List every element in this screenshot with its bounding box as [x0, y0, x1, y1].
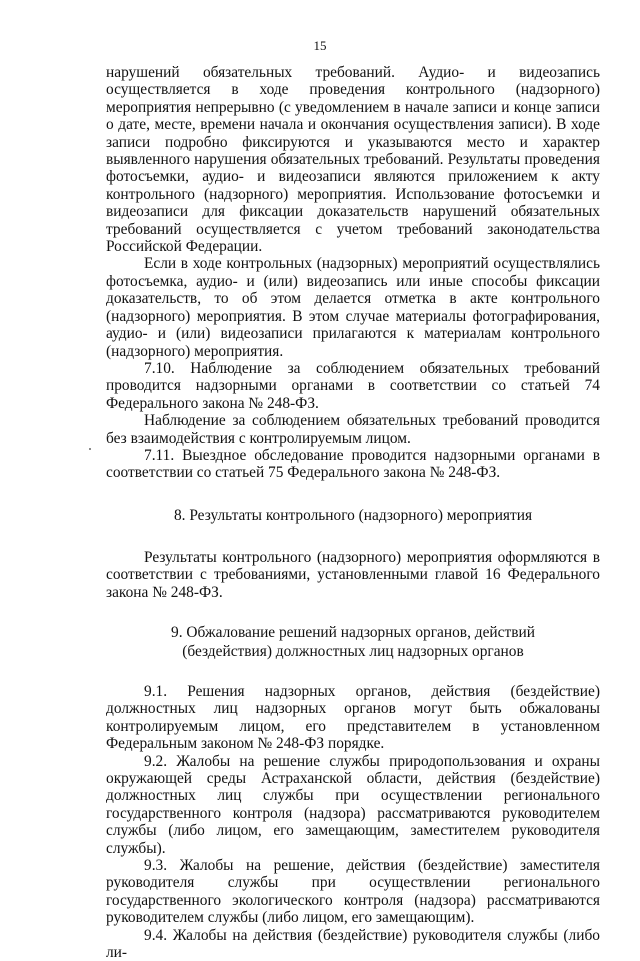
paragraph-7-11: 7.11. Выездное обследование проводится надзорными органами в соответствии со статьей 75 Федерального закона № 248-ФЗ.	[106, 446, 600, 482]
paragraph-7-10: 7.10. Наблюдение за соблюдением обязательных требований проводится надзорными органами в соответствии со статьей 74 Федерального закона № 248-ФЗ.	[106, 359, 600, 412]
section-9-title	[106, 623, 600, 661]
section-8-title: 8. Результаты контрольного (надзорного) мероприятия	[173, 506, 533, 524]
paragraph-9-3: 9.3. Жалобы на решение, действия (бездействие) заместителя руководителя службы при осуществлении регионального государственного экологического контроля (надзора) рассматриваются руководителем службы (либо лицом, его замещающим).	[106, 857, 600, 927]
paragraph-photo-video-recording: нарушений обязательных требований. Аудио- и видеозапись осуществляется в ходе проведения контрольного (надзорного) мероприятия непрерывно (с уведомлением в начале записи и конце записи о дате, месте, времени начала и окончания осуществления записи). В ходе записи подробно фиксируются и указываются место и характер выявленного нарушения обязательных требований. Результаты проведения фотосъемки, аудио- и видеозаписи являются приложением к акту контрольного (надзорного) мероприятия. Использование фотосъемки и видеозаписи для фиксации доказательств нарушений обязательных требований осуществляется с учетом требований законодательства Российской Федерации.	[106, 64, 600, 256]
paragraph-9-1: 9.1. Решения надзорных органов, действия (бездействие) должностных лиц надзорных органов могут быть обжалованы контролируемым лицом, его представителем в установленном Федеральным законом № 248-ФЗ порядке.	[106, 682, 600, 753]
page-number: 15	[313, 38, 327, 53]
paragraph-results: Результаты контрольного (надзорного) мероприятия оформляются в соответствии с требованиями, установленными главой 16 Федерального закона № 248-ФЗ.	[106, 548, 600, 601]
section-9-title-line-2: (бездействия) должностных лиц надзорных органов	[182, 642, 524, 660]
paragraph-observation: Наблюдение за соблюдением обязательных требований проводится без взаимодействия с контролируемым лицом.	[106, 412, 600, 447]
section-9-title-line-1: 9. Обжалование решений надзорных органов, действий	[171, 623, 535, 641]
paragraph-9-4: 9.4. Жалобы на действия (бездействие) руководителя службы (либо ли-	[106, 926, 600, 961]
document-body	[106, 64, 600, 961]
paragraph-recording-note: Если в ходе контрольных (надзорных) мероприятий осуществлялись фотосъемка, аудио- и (или) видеозапись или иные способы фиксации доказательств, то об этом делается отметка в акте контрольного (надзорного) мероприятия. В этом случае материалы фотографирования, аудио- и (или) видеозаписи прилагаются к материалам контрольного (надзорного) мероприятия.	[106, 255, 600, 360]
scan-speck	[89, 448, 91, 450]
paragraph-9-2: 9.2. Жалобы на решение службы природопользования и охраны окружающей среды Астраханской области, действия (бездействие) должностных лиц службы при осуществлении регионального государственного контроля (надзора) рассматриваются руководителем службы (либо лицом, его замещающим, заместителем руководителя службы).	[106, 752, 600, 857]
